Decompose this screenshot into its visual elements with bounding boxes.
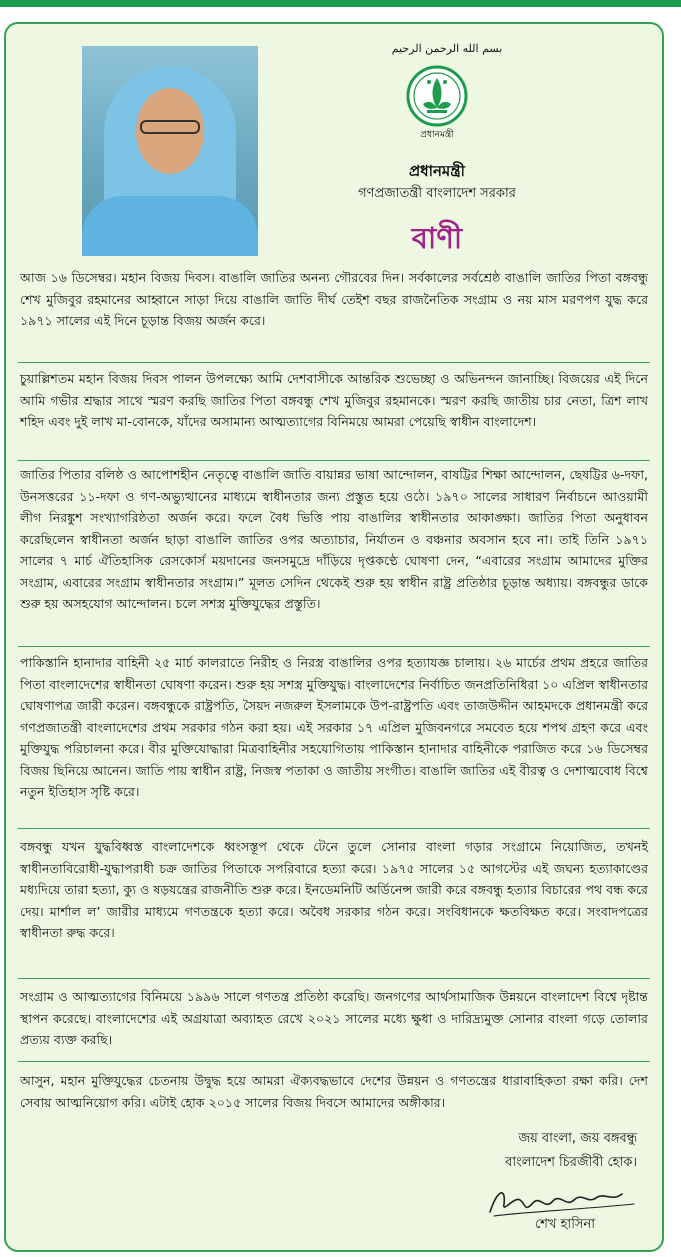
- closing-slogan-2: বাংলাদেশ চিরজীবী হোক।: [505, 1155, 637, 1170]
- closing-slogan-1: জয় বাংলা, জয় বঙ্গবন্ধু: [518, 1131, 637, 1146]
- divider: [18, 460, 650, 461]
- office-title: প্রধানমন্ত্রী: [409, 162, 465, 180]
- paragraph-2: চুয়াল্লিশতম মহান বিজয় দিবস পালন উপলক্ষ্যে আমি দেশবাসীকে আন্তরিক শুভেচ্ছা ও অভিনন্দন জানাচ্ছি। বিজয়ের এই দিনে আমি গভীর শ্রদ্ধার সাথে স্মরণ করছি জাতির পিতা বঙ্গবন্ধু শেখ মুজিবুর রহমানকে। স্মরণ করছি জাতীয় চার নেতা, ত্রিশ লাখ শহিদ এবং দুই লাখ মা-বোনকে, যাঁদের অসামান্য আত্মত্যাগের বিনিময়ে আমরা পেয়েছি স্বাধীন বাংলাদেশ।: [20, 371, 648, 429]
- paragraph-1: আজ ১৬ ডিসেম্বর। মহান বিজয় দিবস। বাঙালি জাতির অনন্য গৌরবের দিন। সর্বকালের সর্বশ্রেষ্ঠ বাঙালি জাতির পিতা বঙ্গবন্ধু শেখ মুজিবুর রহমানের আহ্বানে সাড়া দিয়ে বাঙালি জাতি দীর্ঘ তেইশ বছর রাজনৈতিক সংগ্রাম ও নয় মাস মরণপণ যুদ্ধ করে ১৯৭১ সালের এই দিনে চূড়ান্ত বিজয় অর্জন করে।: [20, 270, 648, 328]
- paragraph-7: আসুন, মহান মুক্তিযুদ্ধের চেতনায় উদ্বুদ্ধ হয়ে আমরা ঐক্যবদ্ধভাবে দেশের উন্নয়ন ও গণতন্ত্রের ধারাবাহিকতা রক্ষা করি। দেশ সেবায় আত্মনিয়োগ করি। এটাই হোক ২০১৫ সালের বিজয় দিবসে আমাদের অঙ্গীকার।: [20, 1073, 648, 1110]
- paragraph-5: বঙ্গবন্ধু যখন যুদ্ধবিধ্বস্ত বাংলাদেশকে ধ্বংসস্তূপ থেকে টেনে তুলে সোনার বাংলা গড়ার সংগ্রামে নিয়োজিত, তখনই স্বাধীনতাবিরোধী-যুদ্ধাপরাধী চক্র জাতির পিতাকে সপরিবারে হত্যা করে। ১৯৭৫ সালের ১৫ আগস্টের এই জঘন্য হত্যাকাণ্ডের মধ্যদিয়ে তারা হত্যা, ক্যু ও ষড়যন্ত্রের রাজনীতি শুরু করে। ইনডেমনিটি অর্ডিনেন্স জারী করে বঙ্গবন্ধু হত্যার বিচারের পথ বন্ধ করে দেয়। মার্শাল ল’ জারীর মাধ্যমে গণতন্ত্রকে হত্যা করে। অবৈধ সরকার গঠন করে। সংবিধানকে ক্ষতবিক্ষত করে। সংবাদপত্রের স্বাধীনতা রুদ্ধ করে।: [20, 839, 648, 940]
- bismillah-calligraphy: بسم الله الرحمن الرحيم: [391, 42, 503, 55]
- divider: [18, 362, 650, 363]
- message-title: বাণী: [411, 221, 463, 255]
- divider: [18, 646, 650, 647]
- portrait-photo: [82, 46, 258, 256]
- top-green-bar: [0, 0, 681, 7]
- government-name: গণপ্রজাতন্ত্রী বাংলাদেশ সরকার: [358, 186, 516, 201]
- paragraph-4: পাকিস্তানি হানাদার বাহিনী ২৫ মার্চ কালরাতে নিরীহ ও নিরস্ত্র বাঙালির ওপর হত্যাযজ্ঞ চালায়। ২৬ মার্চের প্রথম প্রহরে জাতির পিতা বাংলাদেশের স্বাধীনতা ঘোষণা করেন। শুরু হয় সশস্ত্র মুক্তিযুদ্ধ। বাংলাদেশের নির্বাচিত জনপ্রতিনিধিরা ১০ এপ্রিল স্বাধীনতার ঘোষণাপত্র জারী করেন। বঙ্গবন্ধুকে রাষ্ট্রপতি, সৈয়দ নজরুল ইসলামকে উপ-রাষ্ট্রপতি এবং তাজউদ্দীন আহমদকে প্রধানমন্ত্রী করে গণপ্রজাতন্ত্রী বাংলাদেশের প্রথম সরকার গঠন করা হয়। এই সরকার ১৭ এপ্রিল মুজিবনগরে সমবেত হয়ে শপথ গ্রহণ করে এবং মুক্তিযুদ্ধ পরিচালনা করে। বীর মুক্তিযোদ্ধারা মিত্রবাহিনীর সহযোগিতায় পাকিস্তান হানাদার বাহিনীকে পরাজিত করে ১৬ ডিসেম্বর বিজয় ছিনিয়ে আনেন। জাতি পায় স্বাধীন রাষ্ট্র, নিজস্ব পতাকা ও জাতীয় সংগীত। বাঙালি জাতির এই বীরত্ব ও দেশাত্মবোধ বিশ্বে নতুন ইতিহাস সৃষ্টি করে।: [20, 655, 648, 799]
- prime-minister-emblem-icon: [405, 64, 469, 142]
- divider: [18, 1061, 650, 1062]
- paragraph-6: সংগ্রাম ও আত্মত্যাগের বিনিময়ে ১৯৯৬ সালে গণতন্ত্র প্রতিষ্ঠা করেছি। জনগণের আর্থসামাজিক উন্নয়নে বাংলাদেশ বিশ্বে দৃষ্টান্ত স্থাপন করেছে। বাংলাদেশের এই অগ্রযাত্রা অব্যাহত রেখে ২০২১ সালের মধ্যে ক্ষুধা ও দারিদ্র্যমুক্ত সোনার বাংলা গড়ে তোলার প্রত্যয় ব্যক্ত করছি।: [20, 989, 648, 1047]
- signer-name: শেখ হাসিনা: [534, 1217, 596, 1232]
- divider: [18, 828, 650, 829]
- paragraph-3: জাতির পিতার বলিষ্ঠ ও আপোশহীন নেতৃত্বে বাঙালি জাতি বায়ান্নর ভাষা আন্দোলন, বাষট্টির শিক্ষা আন্দোলন, ছেষট্টির ৬-দফা, উনসত্তরের ১১-দফা ও গণ-অভ্যুত্থানের মাধ্যমে স্বাধীনতার জন্য প্রস্তুত হয়ে ওঠে। ১৯৭০ সালের সাধারণ নির্বাচনে আওয়ামী লীগ নিরঙ্কুশ সংখ্যাগরিষ্ঠতা অর্জন করে। ফলে বৈধ ভিত্তি পায় বাঙালির স্বাধীনতার আকাঙ্ক্ষা। জাতির পিতা অনুধাবন করেছিলেন স্বাধীনতা অর্জন ছাড়া বাঙালি জাতির ওপর অত্যাচার, নির্যাতন ও বঞ্চনার অবসান হবে না। তাই তিনি ১৯৭১ সালের ৭ মার্চ ঐতিহাসিক রেসকোর্স ময়দানের জনসমুদ্রে দাঁড়িয়ে দৃপ্তকণ্ঠে ঘোষণা দেন, “এবারের সংগ্রাম আমাদের মুক্তির সংগ্রাম, এবারের সংগ্রাম স্বাধীনতার সংগ্রাম।” মূলত সেদিন থেকেই শুরু হয় স্বাধীন রাষ্ট্র প্রতিষ্ঠার চূড়ান্ত অধ্যায়। বঙ্গবন্ধুর ডাকে শুরু হয় অসহযোগ আন্দোলন। চলে সশস্ত্র মুক্তিযুদ্ধের প্রস্তুতি।: [20, 467, 648, 611]
- emblem-caption: প্রধানমন্ত্রী: [420, 130, 454, 140]
- divider: [18, 978, 650, 979]
